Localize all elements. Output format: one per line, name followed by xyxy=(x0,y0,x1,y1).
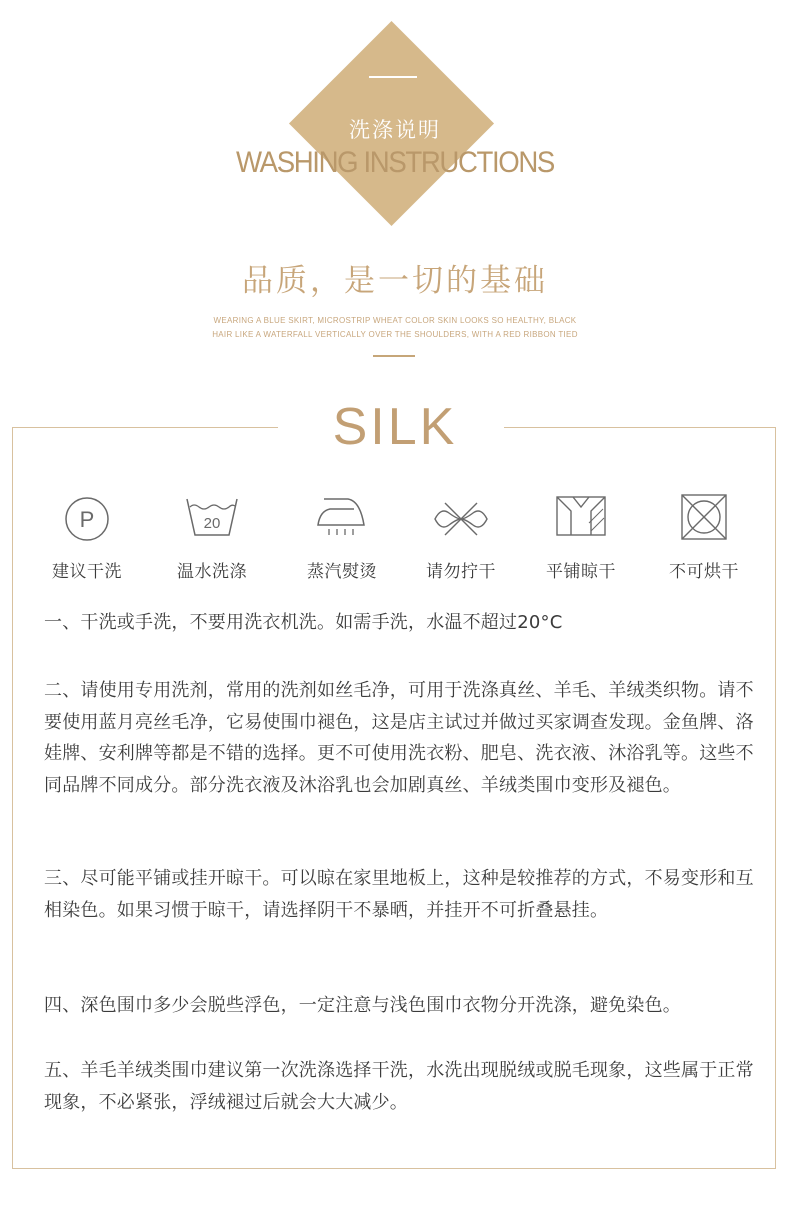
care-item-warm-wash xyxy=(153,491,271,582)
fine-print: WEARING A BLUE SKIRT, MICROSTRIP WHEAT COLOR SKIN LOOKS SO HEALTHY, BLACK xyxy=(213,316,577,325)
care-label: 平铺晾干 xyxy=(546,562,616,582)
care-item-no-wring xyxy=(402,491,520,582)
fine-print: HAIR LIKE A WATERFALL VERTICALLY OVER THE SHOULDERS, WITH A RED RIBBON TIED xyxy=(212,330,578,339)
care-label: 蒸汽熨烫 xyxy=(307,562,377,582)
do-not-tumble-dry-icon xyxy=(676,491,732,547)
section-title: SILK xyxy=(332,398,458,456)
instruction-5: 五、羊毛羊绒类围巾建议第一次洗涤选择干洗，水洗出现脱绒或脱毛现象，这些属于正常现象，不必紧张，浮绒褪过后就会大大减少。 xyxy=(44,1060,754,1113)
page-title-en: WASHING INSTRUCTIONS xyxy=(236,146,554,179)
instruction-3: 三、尽可能平铺或挂开晾干。可以晾在家里地板上，这种是较推荐的方式，不易变形和互相染色。如果习惯于晾干，请选择阴干不暴晒，并挂开不可折叠悬挂。 xyxy=(44,868,754,921)
care-label: 温水洗涤 xyxy=(177,562,247,582)
steam-iron-icon xyxy=(310,491,374,547)
care-item-steam-iron xyxy=(283,491,401,582)
do-not-wring-icon xyxy=(429,491,493,547)
svg-text:P: P xyxy=(79,507,95,532)
slogan: 品质，是一切的基础 xyxy=(242,263,548,299)
instruction-4: 四、深色围巾多少会脱些浮色，一定注意与浅色围巾衣物分开洗涤，避免染色。 xyxy=(44,995,681,1016)
care-label: 建议干洗 xyxy=(52,562,122,582)
instruction-2: 二、请使用专用洗剂，常用的洗剂如丝毛净，可用于洗涤真丝、羊毛、羊绒类织物。请不要使用蓝月亮丝毛净，它易使围巾褪色，这是店主试过并做过买家调查发现。金鱼牌、洛娃牌、安利牌等都是不错的选择。更不可使用洗衣粉、肥皂、洗衣液、沐浴乳等。这些不同品牌不同成分。部分洗衣液及沐浴乳也会加剧真丝、羊绒类围巾变形及褪色。 xyxy=(44,680,754,796)
dry-flat-icon xyxy=(549,491,613,547)
dry-clean-icon xyxy=(59,491,115,547)
care-item-no-tumble-dry xyxy=(645,491,763,582)
page-title-cn: 洗涤说明 xyxy=(349,118,441,142)
header-divider xyxy=(369,76,417,78)
care-item-dry-flat xyxy=(522,491,640,582)
instruction-1: 一、干洗或手洗，不要用洗衣机洗。如需手洗，水温不超过20°C xyxy=(44,612,563,633)
care-item-dry-clean xyxy=(28,491,146,582)
slogan-divider xyxy=(373,355,415,357)
svg-text:20: 20 xyxy=(203,515,221,532)
warm-water-wash-icon xyxy=(181,491,243,547)
care-label: 不可烘干 xyxy=(669,562,739,582)
care-label: 请勿拧干 xyxy=(426,562,496,582)
